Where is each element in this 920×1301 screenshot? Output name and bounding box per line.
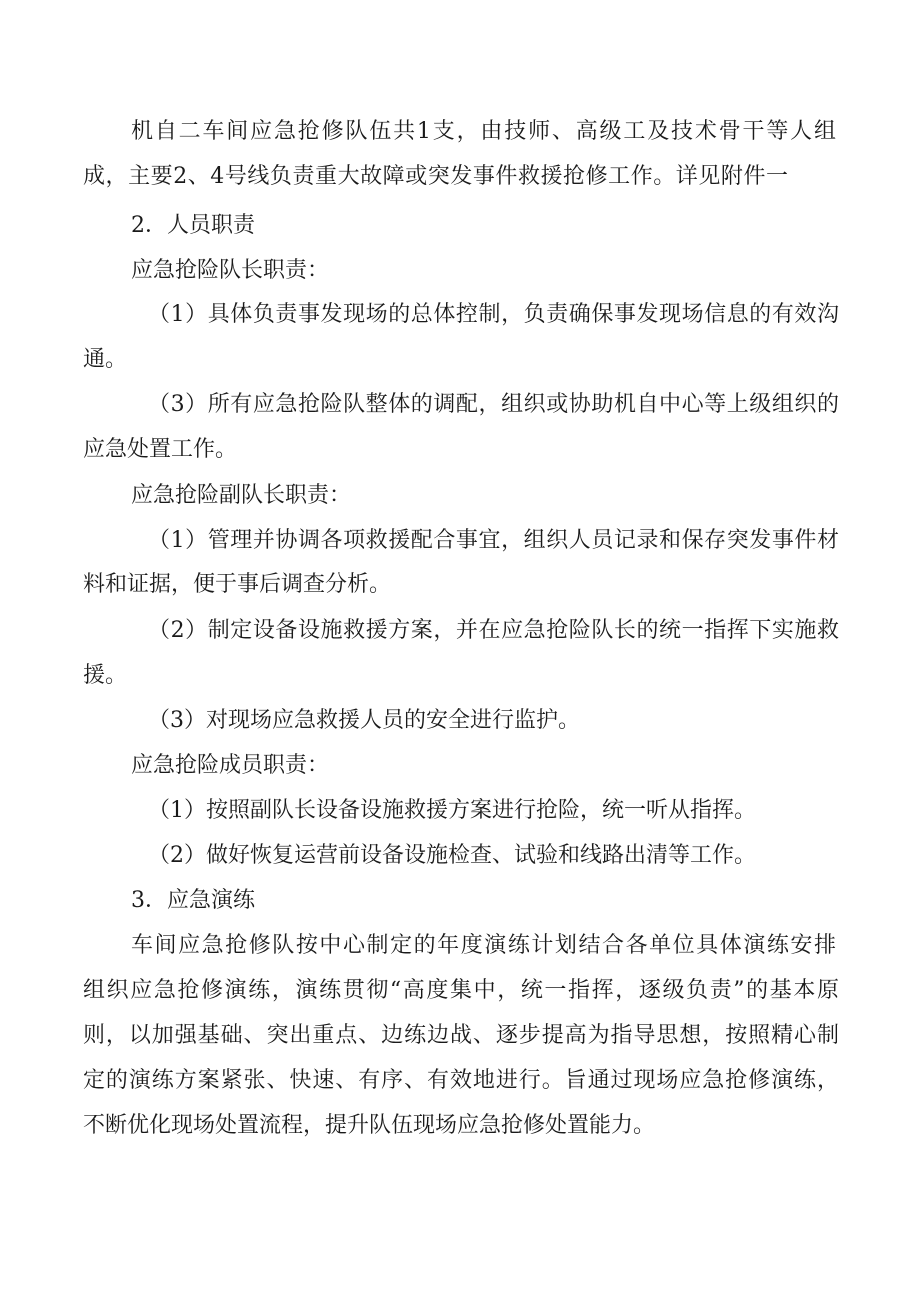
body-line-2: 成，主要2、4号线负责重大故障或突发事件救援抢修工作。详见附件一 bbox=[83, 164, 788, 189]
body-line-13: 援。 bbox=[83, 663, 128, 688]
body-line-17: （2）做好恢复运营前设备设施检查、试验和线路出清等工作。 bbox=[148, 843, 756, 868]
body-line-19: 车间应急抢修队按中心制定的年度演练计划结合各单位具体演练安排 bbox=[131, 933, 836, 958]
body-line-22: 定的演练方案紧张、快速、有序、有效地进行。旨通过现场应急抢修演练， bbox=[83, 1068, 839, 1093]
body-line-7: （3）所有应急抢险队整体的调配，组织或协助机自中心等上级组织的 bbox=[148, 392, 839, 417]
subheading-leader-duties: 应急抢险队长职责： bbox=[131, 258, 330, 283]
body-line-20: 组织应急抢修演练，演练贯彻“高度集中，统一指挥，逐级负责”的基本原 bbox=[83, 978, 839, 1003]
body-line-21: 则，以加强基础、突出重点、边练边战、逐步提高为指导思想，按照精心制 bbox=[83, 1023, 839, 1048]
body-line-5: （1）具体负责事发现场的总体控制，负责确保事发现场信息的有效沟 bbox=[148, 302, 839, 327]
body-line-8: 应急处置工作。 bbox=[83, 437, 238, 462]
body-line-10: （1）管理并协调各项救援配合事宜，组织人员记录和保存突发事件材 bbox=[148, 528, 839, 553]
body-line-16: （1）按照副队长设备设施救援方案进行抢险，统一听从指挥。 bbox=[148, 798, 756, 823]
section-heading-3: 3．应急演练 bbox=[131, 888, 255, 913]
body-line-14: （3）对现场应急救援人员的安全进行监护。 bbox=[148, 708, 580, 733]
subheading-deputy-duties: 应急抢险副队长职责： bbox=[131, 483, 352, 508]
body-line-23: 不断优化现场处置流程，提升队伍现场应急抢修处置能力。 bbox=[83, 1113, 656, 1138]
section-heading-2: 2．人员职责 bbox=[131, 213, 255, 238]
body-line-11: 料和证据，便于事后调查分析。 bbox=[83, 572, 392, 597]
subheading-member-duties: 应急抢险成员职责： bbox=[131, 753, 330, 778]
body-line-12: （2）制定设备设施救援方案，并在应急抢险队长的统一指挥下实施救 bbox=[148, 618, 839, 643]
body-line-6: 通。 bbox=[83, 347, 128, 372]
body-line-1: 机自二车间应急抢修队伍共1支，由技师、高级工及技术骨干等人组 bbox=[131, 119, 836, 144]
